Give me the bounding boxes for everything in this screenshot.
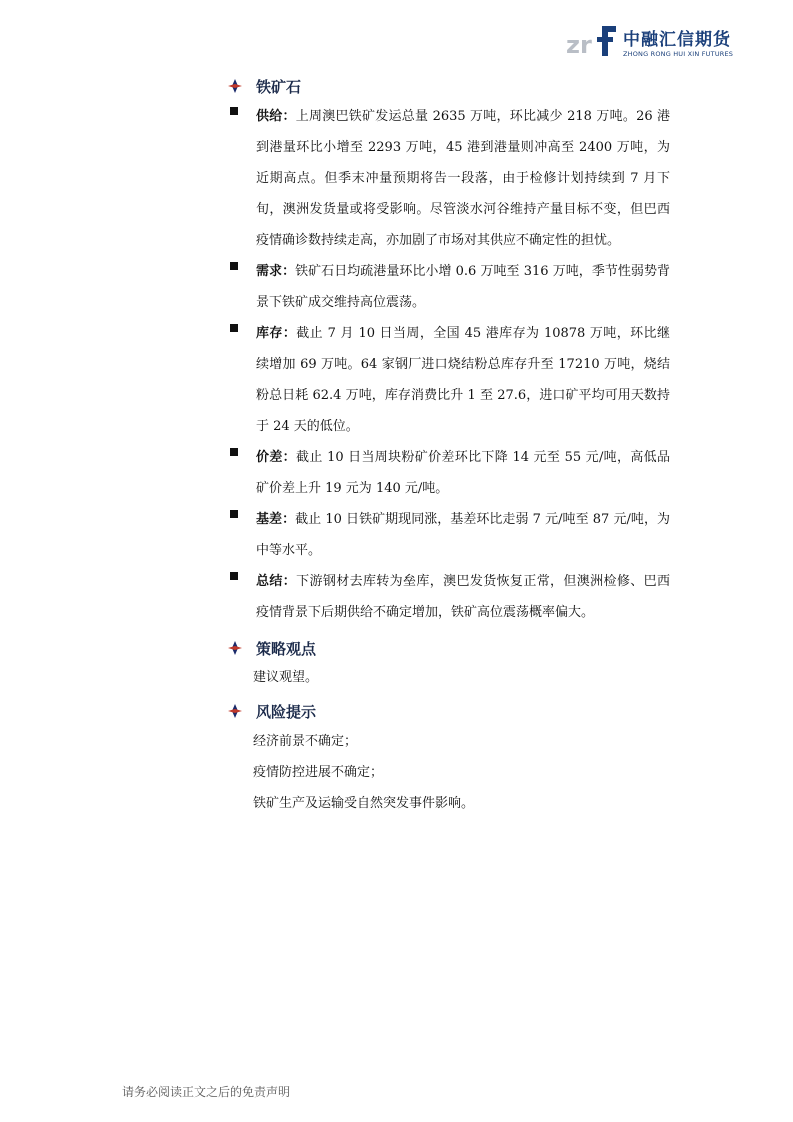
diamond-bullet-icon	[228, 641, 242, 655]
item-text: 截止 10 日当周块粉矿价差环比下降 14 元至 55 元/吨，高低品矿价差上升 19 元为 140 元/吨。	[256, 450, 670, 496]
section-heading-iron-ore	[228, 74, 301, 98]
footer-disclaimer: 请务必阅读正文之后的免责声明	[122, 1085, 291, 1099]
strategy-text: 建议观望。	[253, 670, 319, 685]
list-item-supply	[230, 101, 670, 256]
zrf-logo-icon	[566, 22, 618, 62]
square-bullet-icon	[230, 262, 238, 270]
diamond-bullet-icon	[228, 79, 242, 93]
section-title: 策略观点	[256, 639, 317, 658]
svg-text:zr: zr	[566, 31, 592, 59]
item-label: 库存：	[256, 326, 297, 341]
list-item-spread	[230, 442, 670, 504]
diamond-bullet-icon	[228, 704, 242, 718]
square-bullet-icon	[230, 107, 238, 115]
square-bullet-icon	[230, 448, 238, 456]
square-bullet-icon	[230, 572, 238, 580]
risk-line: 疫情防控进展不确定；	[253, 765, 384, 780]
risk-line: 铁矿生产及运输受自然突发事件影响。	[253, 796, 475, 811]
list-item-basis	[230, 504, 670, 566]
item-text: 截止 7 月 10 日当周，全国 45 港库存为 10878 万吨，环比继续增加 69 万吨。64 家钢厂进口烧结粉总库存升至 17210 万吨，烧结粉总日耗 62.4 万吨，库存消费比升 1 至 27.6，进口矿平均可用天数持于 24 天的低位。	[256, 326, 670, 434]
item-label: 价差：	[256, 450, 296, 465]
item-label: 供给：	[256, 109, 296, 124]
list-item-demand	[230, 256, 670, 318]
section-heading-risk	[228, 699, 316, 723]
item-label: 基差：	[256, 512, 296, 527]
logo-en-text: ZHONG RONG HUI XIN FUTURES	[623, 50, 734, 58]
list-item-inventory	[230, 318, 670, 442]
item-text: 上周澳巴铁矿发运总量 2635 万吨，环比减少 218 万吨。26 港到港量环比小增至 2293 万吨，45 港到港量则冲高至 2400 万吨，为近期高点。但季末冲量预期将告一段落，由于检修计划持续到 7 月下旬，澳洲发货量或将受影响。尽管淡水河谷维持产量目标不变，但巴西疫情确诊数持续走高，亦加剧了市场对其供应不确定性的担忧。	[256, 109, 670, 248]
company-logo	[566, 22, 744, 62]
item-label: 需求：	[256, 264, 296, 279]
list-item-summary	[230, 566, 670, 628]
square-bullet-icon	[230, 324, 238, 332]
section-title: 铁矿石	[256, 77, 302, 96]
section-title: 风险提示	[256, 702, 317, 721]
section-heading-strategy	[228, 636, 316, 660]
risk-line: 经济前景不确定；	[253, 734, 358, 749]
item-text: 下游钢材去库转为垒库，澳巴发货恢复正常，但澳洲检修、巴西疫情背景下后期供给不确定增加，铁矿高位震荡概率偏大。	[256, 574, 670, 620]
item-text: 截止 10 日铁矿期现同涨，基差环比走弱 7 元/吨至 87 元/吨，为中等水平。	[256, 512, 670, 558]
item-label: 总结：	[256, 574, 297, 589]
logo-cn-text: 中融汇信期货	[623, 30, 731, 50]
item-text: 铁矿石日均疏港量环比小增 0.6 万吨至 316 万吨，季节性弱势背景下铁矿成交维持高位震荡。	[256, 264, 670, 310]
square-bullet-icon	[230, 510, 238, 518]
